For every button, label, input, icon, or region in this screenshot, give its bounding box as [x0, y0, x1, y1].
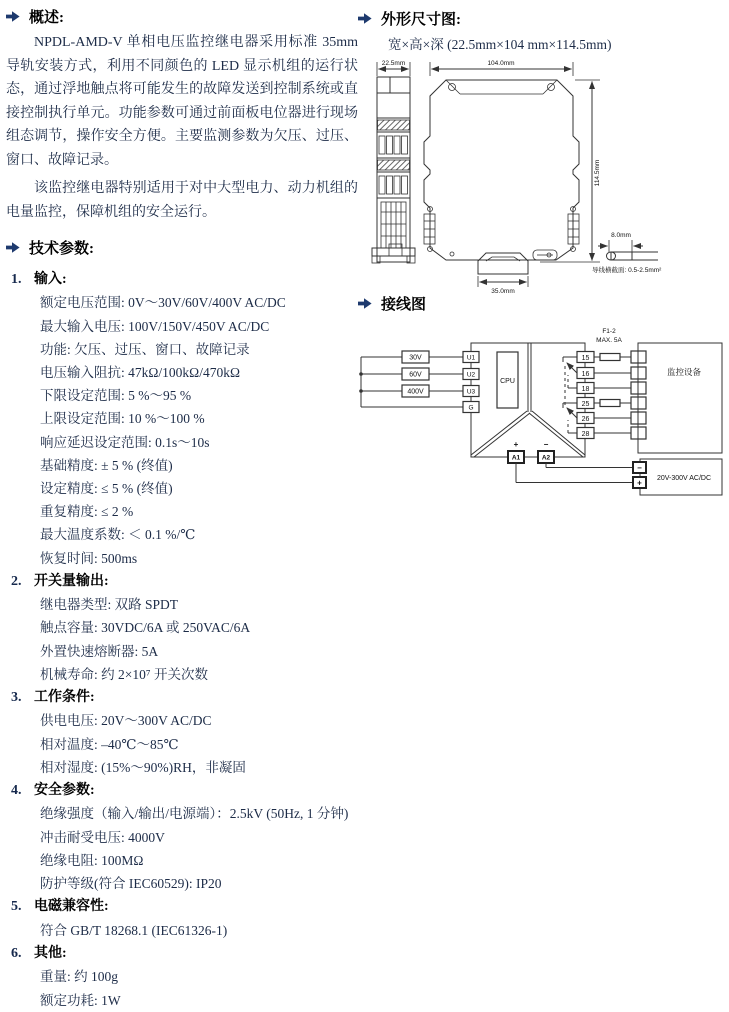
tech-section-input [6, 268, 358, 570]
terminal-28: 28 [581, 431, 590, 438]
wiring-header [358, 293, 426, 313]
front-view-drawing [372, 60, 415, 263]
wiring-figure [355, 318, 729, 558]
power-minus-sign: − [543, 440, 549, 449]
input-wiring [359, 351, 463, 407]
tech-params-header [6, 237, 358, 257]
power-supply [516, 459, 722, 495]
spec-item: 相对温度: –40℃～85℃ [40, 736, 179, 752]
spec-item: 绝缘强度（输入/输出/电源端）：2.5kV (50Hz, 1 分钟) [40, 806, 349, 822]
foot-width-label: 35.0mm [491, 288, 515, 295]
section-number: 4. [11, 783, 22, 799]
spec-item: 供电电压: 20V～300V AC/DC [40, 713, 212, 729]
terminal-u2: U2 [466, 371, 476, 379]
section-title: 输入: [34, 272, 67, 287]
spec-item: 外置快速熔断器: 5A [40, 643, 159, 659]
section-arrow-icon [358, 298, 372, 309]
power-plus-sign: + [513, 440, 519, 449]
spec-item: 相对湿度: (15%～90%)RH，非凝固 [40, 759, 246, 775]
dimension-subtitle: 宽×高×深 (22.5mm×104 mm×114.5mm) [388, 37, 612, 52]
input-range-60v: 60V [409, 371, 422, 379]
section-title: 开关量输出: [34, 573, 109, 589]
overview-paragraph-2: 该监控继电器特别适用于对中大型电力、动力机组的电量监控，保障机组的安全运行。 [6, 181, 358, 220]
section-number: 5. [11, 899, 22, 915]
spec-item: 恢复时间: 500ms [40, 550, 138, 566]
terminal-18: 18 [581, 386, 590, 393]
tech-section-safety [6, 779, 358, 895]
dimension-figure [362, 52, 729, 300]
monitor-device-label: 监控设备 [666, 367, 702, 377]
section-title: 电磁兼容性: [34, 899, 109, 915]
spec-item: 额定电压范围: 0V～30V/60V/400V AC/DC [40, 295, 286, 311]
fuse-label-max5a: MAX. 5A [596, 337, 622, 344]
section-number: 3. [11, 690, 22, 706]
section-arrow-icon [358, 13, 372, 24]
spec-item: 绝缘电阻: 100MΩ [40, 852, 144, 868]
spec-item: 符合 GB/T 18268.1 (IEC61326-1) [40, 922, 228, 938]
fuse-label-f12: F1-2 [602, 328, 616, 335]
spec-item: 功能: 欠压、过压、窗口、故障记录 [40, 341, 250, 357]
left-column [6, 6, 358, 1012]
spec-item: 重量: 约 100g [40, 969, 119, 985]
spec-item: 继电器类型: 双路 SPDT [40, 597, 179, 613]
fuse-symbol [600, 354, 620, 361]
terminal-25: 25 [581, 401, 590, 408]
wire-detail-drawing [592, 232, 662, 274]
overview-title: 概述: [29, 9, 64, 26]
spec-item: 响应延迟设定范围: 0.1s～10s [40, 434, 210, 450]
wire-length-label: 8.0mm [611, 232, 631, 239]
section-title: 安全参数: [34, 783, 95, 799]
wiring-title: 接线图 [381, 296, 427, 313]
supply-minus-terminal: − [637, 463, 642, 473]
tech-section-output [6, 570, 358, 686]
front-width-label: 22.5mm [381, 60, 406, 67]
tech-section-emc [6, 895, 358, 942]
monitor-device [638, 343, 722, 453]
section-number: 6. [11, 945, 22, 961]
wire-note-label: 导线横截面: 0.5-2.5mm² [592, 267, 662, 274]
output-wiring [563, 328, 646, 439]
supply-voltage-label: 20V-300V AC/DC [656, 475, 712, 482]
terminal-a2: A2 [541, 454, 551, 462]
terminal-u1: U1 [466, 354, 476, 362]
spec-item: 电压输入阻抗: 47kΩ/100kΩ/470kΩ [40, 365, 240, 381]
spec-item: 最大温度系数: ＜ 0.1 %/℃ [40, 527, 196, 543]
spec-item: 设定精度: ≤ 5 % (终值) [40, 481, 173, 497]
terminal-15: 15 [581, 355, 590, 362]
spec-item: 机械寿命: 约 2×10⁷ 开关次数 [40, 666, 208, 682]
section-number: 2. [11, 573, 22, 589]
tech-section-operating [6, 686, 358, 779]
terminal-26: 26 [581, 416, 590, 423]
side-width-label: 104.0mm [487, 60, 515, 67]
section-arrow-icon [6, 11, 20, 22]
terminal-a1: A1 [511, 454, 521, 462]
side-height-label: 114.5mm [594, 159, 601, 187]
section-number: 1. [11, 272, 22, 287]
spec-item: 下限设定范围: 5 %～95 % [40, 388, 192, 404]
overview-header [6, 6, 358, 26]
spec-item: 最大输入电压: 100V/150V/450V AC/DC [40, 318, 270, 334]
terminal-u3: U3 [466, 388, 476, 396]
tech-params-title: 技术参数: [29, 240, 94, 257]
terminal-16: 16 [581, 371, 590, 378]
cpu-label: CPU [500, 378, 515, 385]
spec-item: 触点容量: 30VDC/6A 或 250VAC/6A [40, 620, 251, 636]
terminal-g: G [468, 404, 474, 412]
section-title: 其他: [34, 945, 67, 961]
dimension-title: 外形尺寸图: [381, 11, 461, 28]
spec-item: 基础精度: ± 5 % (终值) [40, 457, 173, 473]
section-title: 工作条件: [34, 690, 95, 706]
section-arrow-icon [6, 242, 20, 253]
spec-item: 重复精度: ≤ 2 % [40, 504, 134, 520]
tech-section-other [6, 942, 358, 1012]
spec-item: 防护等级(符合 IEC60529): IP20 [40, 876, 222, 892]
input-range-30v: 30V [409, 354, 422, 362]
spec-item: 额定功耗: 1W [40, 992, 121, 1008]
side-view-drawing [424, 60, 601, 295]
overview-paragraph-1: NPDL-AMD-V 单相电压监控继电器采用标准 35mm 导轨安装方式，利用不同颜色的 LED 显示机组的运行状态，通过浮地触点将可能发生的故障发送到控制系统或直接控制执行单元。功能参数可通过前面板电位器进行现场组态调节，操作安全方便。主要监测参数为欠压、过压、窗口、故障记录。 [6, 35, 358, 168]
spec-item: 冲击耐受电压: 4000V [40, 829, 165, 845]
input-range-400v: 400V [407, 388, 424, 396]
spec-item: 上限设定范围: 10 %～100 % [40, 411, 205, 427]
supply-plus-terminal: + [637, 478, 642, 488]
dimension-header [358, 8, 461, 28]
fuse-symbol [600, 400, 620, 407]
